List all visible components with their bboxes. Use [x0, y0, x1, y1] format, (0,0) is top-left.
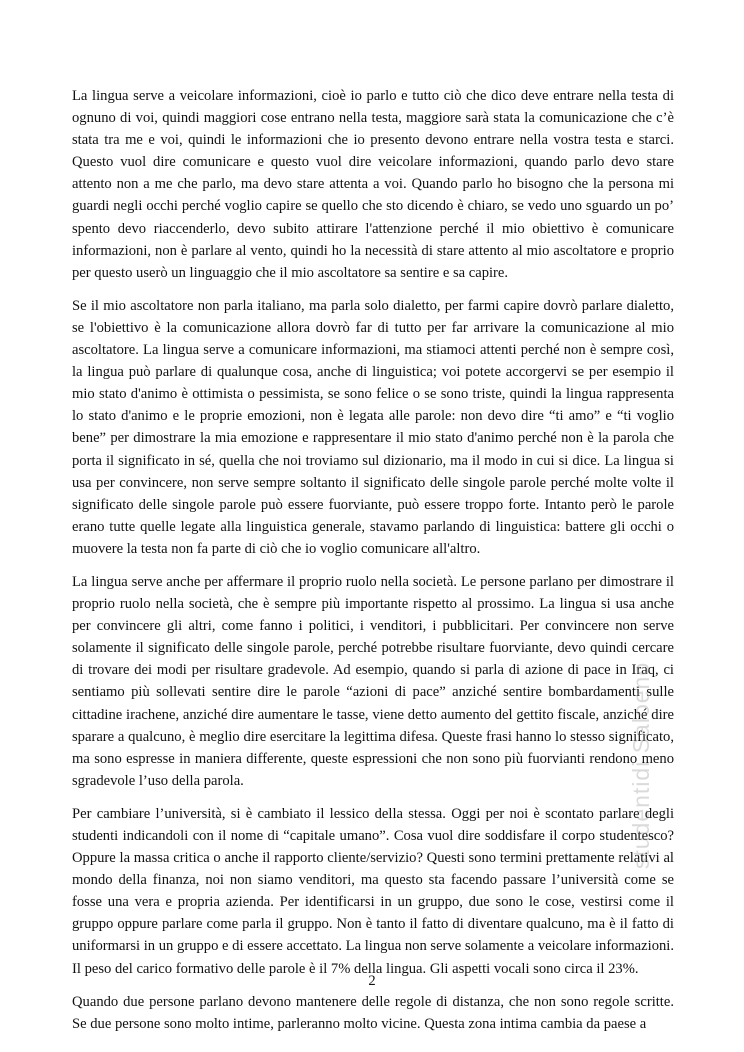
paragraph: La lingua serve anche per affermare il proprio ruolo nella società. Le persone parlano per dimostrare il proprio ruolo nella società, che è sempre più importante rispetto al prossimo. La lingua si usa anche per convincere gli altri, come fanno i politici, i venditori, i pubblicitari. Per convincere non serve solamente il significato delle singole parole, perché potrebbe risultare fuorviante, devo quindi cercare di trovare dei modi per risultare gradevole. Ad esempio, quando si parla di azione di pace in Iraq, ci sentiamo più sollevati sentire dire le parole “azioni di pace” anziché sentire bombardamenti sulle cittadine irachene, anziché dire aumentare le tasse, viene detto aumento del gettito fiscale, anziché dire sparare a qualcuno, è meglio dire esercitare la legittima difesa. Queste frasi hanno lo stesso significato, ma sono espresse in maniera differente, queste espressioni che non sono più fuorvianti rendono meno sgradevole l’uso della parola.	[72, 573, 674, 789]
page-number: 2	[368, 973, 376, 989]
paragraph: Se il mio ascoltatore non parla italiano, ma parla solo dialetto, per farmi capire dovrò parlare dialetto, se l'obiettivo è la comunicazione allora dovrò far di tutto per far arrivare la comunicazione al mio ascoltatore. La lingua serve a comunicare informazioni, ma stiamoci attenti perché non è sempre così, la lingua può parlare di qualunque cosa, anche di linguistica; voi potete accorgervi se per esempio il mio stato d'animo è ottimista o pessimista, se sono felice o se sono triste, quindi la lingua rappresenta lo stato d'animo e le proprie emozioni, non è legata alle parole: non devo dire “ti amo” e “ti voglio bene” per dimostrare la mia emozione e rappresentare il mio stato d'animo perché non è la parola che porta il significato in sé, quella che noi troviamo sul dizionario, ma il modo in cui si dice. La lingua si usa per convincere, non serve sempre soltanto il significato delle singole parole perché molte volte il significato delle singole parole può essere fuorviante, può essere troppo forte. Intanto però le parole erano tutte quelle legate alla linguistica generale, stavamo parlando di linguistica: battere gli occhi o muovere la testa non fa parte di ciò che io voglio comunicare all'altro.	[72, 297, 674, 557]
paragraph: La lingua serve a veicolare informazioni, cioè io parlo e tutto ciò che dico deve entrare nella testa di ognuno di voi, quindi maggiori cose entrano nella testa, maggiore sarà stata la comunicazione che c’è stata tra me e voi, quindi le informazioni che io presento devono entrare nella vostra testa e starci. Questo vuol dire comunicare e questo vuol dire veicolare informazioni, quando parlo devo stare attento non a me che parlo, ma devo stare attenta a voi. Quando parlo ho bisogno che la persona mi guardi negli occhi perché voglio capire se quello che sto dicendo è chiaro, se vedo uno sguardo un po’ spento devo riaccenderlo, devo subito attirare l'attenzione perché il mio obiettivo è comunicare informazioni, non è parlare al vento, quindi ho la necessità di stare attento al mio ascoltatore e proprio per questo userò un linguaggio che il mio ascoltatore sa sentire e sa capire.	[72, 88, 674, 281]
paragraph: Per cambiare l’università, si è cambiato il lessico della stessa. Oggi per noi è scontato parlare degli studenti indicandoli con il nome di “capitale umano”. Cosa vuol dire soddisfare il corpo studentesco? Oppure la massa critica o anche il rapporto cliente/servizio? Questi sono termini prettamente relativi al mondo della finanza, noi non siamo venditori, ma questo sta facendo passare l’università come se fosse una vera e propria azienda. Per identificarsi in un gruppo, due sono le cose, vestirsi come il gruppo oppure parlare come parla il gruppo. Non è tanto il fatto di diventare qualcuno, ma è il fatto di uniformarsi in un gruppo e di essere accettato. La lingua non serve solamente a veicolare informazioni. Il peso del carico formativo delle parole è il 7% della lingua. Gli aspetti vocali sono circa il 23%.	[72, 805, 674, 977]
paragraph: Quando due persone parlano devono mantenere delle regole di distanza, che non sono regole scritte. Se due persone sono molto intime, parleranno molto vicine. Questa zona intima cambia da paese a	[72, 993, 674, 1032]
page-body	[72, 85, 674, 1046]
watermark-text: studentidi Saloeno	[628, 661, 655, 869]
